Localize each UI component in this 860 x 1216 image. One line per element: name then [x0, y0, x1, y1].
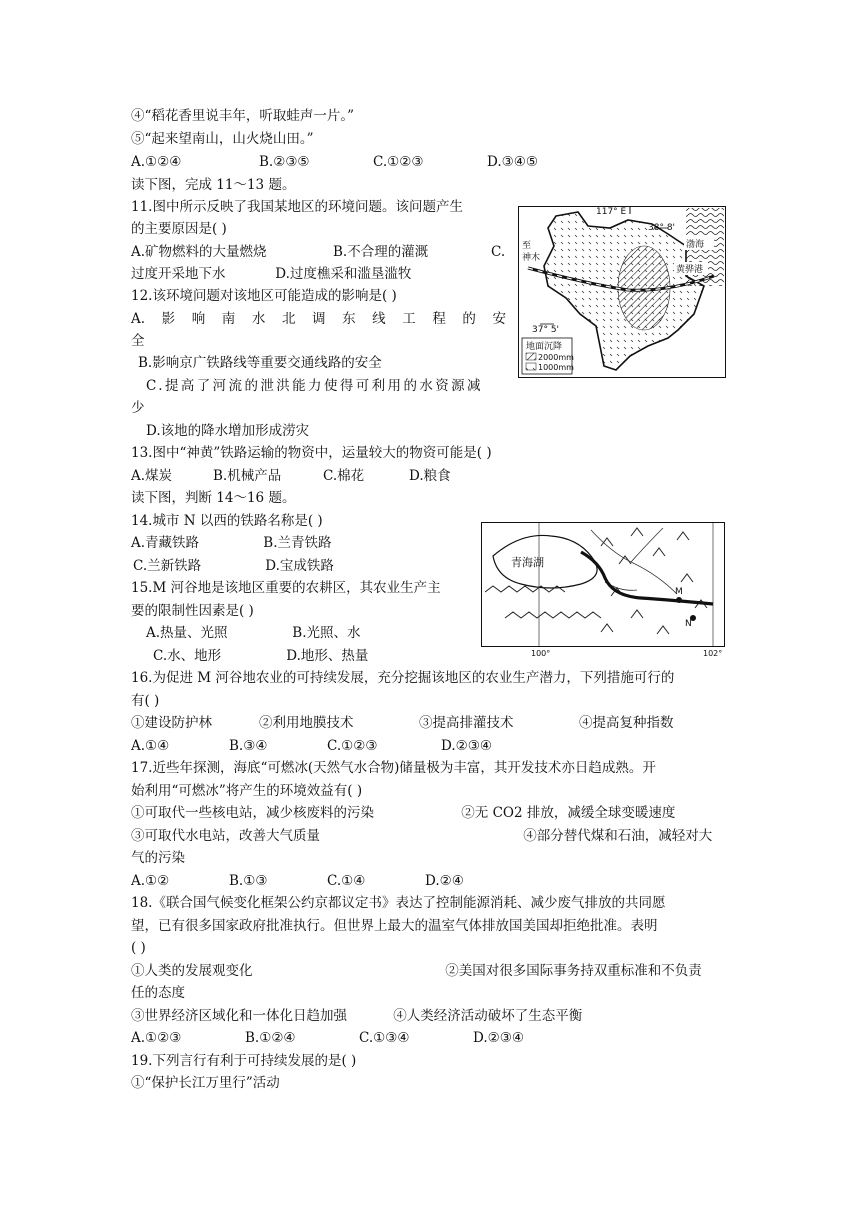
q17-stem-2: 始利用“可燃冰”将产生的环境效益有( )	[131, 783, 363, 799]
q12-option-b: B.影响京广铁路线等重要交通线路的安全	[138, 355, 382, 371]
q12-option-c-wrap: 少	[131, 400, 145, 416]
q18-item-3: ③世界经济区域化和一体化日趋加强	[131, 1008, 347, 1024]
latitude-label-top: 38° 8'	[648, 223, 676, 233]
q14-option-a: A.青藏铁路	[131, 535, 200, 551]
spread-char: 响	[191, 311, 206, 327]
q12-option-c: C.提高了河流的泄洪能力使得可利用的水资源减	[146, 378, 483, 394]
q16-option-b: B.③④	[229, 738, 268, 754]
spread-char: 调	[312, 311, 326, 327]
q10-option-c: C.①②③	[373, 154, 424, 170]
spread-char: 线	[372, 311, 386, 327]
q16-measure-4: ④提高复种指数	[579, 715, 674, 731]
legend-1000: 1000mm	[538, 363, 574, 372]
q18-item-4: ④人类经济活动破坏了生态平衡	[393, 1008, 583, 1024]
subsidence-map	[518, 206, 726, 378]
svg-text:至: 至	[522, 241, 532, 251]
q16-measure-2: ②利用地膜技术	[259, 715, 354, 731]
q14-option-d: D.宝成铁路	[265, 558, 334, 574]
q14-options-row1	[131, 533, 332, 553]
q13-options	[131, 466, 451, 486]
q13-option-c: C.棉花	[323, 468, 365, 484]
spread-char: 东	[342, 311, 356, 327]
q17-items-row1	[131, 803, 675, 823]
q16-option-a: A.①④	[131, 738, 170, 754]
q16-option-c: C.①②③	[327, 738, 378, 754]
q17-option-a: A.①②	[131, 873, 170, 889]
q16-stem-2: 有( )	[131, 693, 160, 709]
q12-option-a	[131, 309, 506, 329]
legend-title: 地面沉降	[526, 342, 563, 352]
spread-char: A.	[131, 311, 146, 327]
q13-option-a: A.煤炭	[131, 468, 173, 484]
q11-stem-2: 的主要原因是( )	[131, 221, 227, 237]
option-line-5: ⑤“起来望南山，山火烧山田。”	[131, 131, 314, 147]
q12-stem: 12.该环境问题对该地区可能造成的影响是( )	[131, 288, 397, 304]
q11-option-a: A.矿物燃料的大量燃烧	[131, 244, 267, 260]
q12-option-d: D.该地的降水增加形成涝灾	[146, 423, 310, 439]
instruction-11-13: 读下图，完成 11～13 题。	[131, 177, 296, 193]
spread-char: 南	[221, 311, 236, 327]
spread-char: 影	[161, 311, 176, 327]
q18-items-row2	[131, 1006, 582, 1026]
longitude-label: 117° E	[596, 207, 627, 217]
port-label: 黄骅港	[676, 265, 704, 275]
q15-stem: 15.M 河谷地是该地区重要的农耕区，其农业生产主	[131, 580, 441, 596]
q10-option-d: D.③④⑤	[487, 154, 538, 170]
q15-option-c: C.水、地形	[153, 648, 222, 664]
q18-option-d: D.②③④	[473, 1030, 524, 1046]
q17-items-row2	[131, 826, 712, 846]
q14-options-row2	[131, 556, 334, 576]
q17-item-3: ③可取代水电站，改善大气质量	[131, 828, 320, 844]
option-line-4: ④“稻花香里说丰年，听取蛙声一片。”	[131, 108, 355, 124]
q18-stem-3: ( )	[131, 940, 146, 956]
city-n-label: N	[685, 619, 692, 629]
q18-options	[131, 1028, 524, 1048]
sea-label: 渤海	[686, 240, 705, 250]
q11-options-row2	[131, 264, 411, 284]
q10-option-a: A.①②④	[131, 154, 182, 170]
q14-stem: 14.城市 N 以西的铁路名称是( )	[131, 513, 323, 529]
spread-char: 安	[492, 311, 506, 327]
q11-options-row1	[131, 242, 506, 262]
q19-stem: 19.下列言行有利于可持续发展的是( )	[131, 1053, 357, 1069]
q15-option-a: A.热量、光照	[146, 625, 228, 641]
q16-measure-1: ①建设防护林	[131, 715, 212, 731]
q17-option-b: B.①③	[229, 873, 268, 889]
spread-char: 工	[402, 311, 416, 327]
q15-options-row1	[146, 623, 361, 643]
longitude-right: 102°	[703, 649, 723, 658]
q14-option-b: B.兰青铁路	[263, 535, 332, 551]
q12-option-a-wrap: 全	[131, 333, 145, 349]
q10-options	[131, 152, 538, 172]
q18-stem: 18.《联合国气候变化框架公约京都议定书》表达了控制能源消耗、减少废气排放的共同愿	[131, 895, 666, 911]
svg-text:神木: 神木	[522, 253, 541, 263]
city-m-marker	[676, 597, 682, 603]
spread-char: 程	[432, 311, 446, 327]
latitude-label-bottom: 37° 5'	[532, 325, 560, 335]
spread-char: 水	[251, 311, 266, 327]
q13-stem: 13.图中“神黄”铁路运输的物资中，运量较大的物资可能是( )	[131, 445, 492, 461]
q11-option-b: B.不合理的灌溉	[333, 244, 429, 260]
q13-option-b: B.机械产品	[213, 468, 282, 484]
q17-option-c: C.①④	[327, 873, 366, 889]
q11-option-d: D.过度樵采和滥垦滥牧	[275, 266, 412, 282]
spread-char: 的	[462, 311, 476, 327]
map-legend	[522, 338, 574, 374]
q17-item-4: ④部分替代煤和石油，减轻对大	[523, 828, 713, 844]
q10-option-b: B.②③⑤	[259, 154, 310, 170]
instruction-14-16: 读下图，判断 14～16 题。	[131, 490, 296, 506]
q18-option-c: C.①③④	[359, 1030, 410, 1046]
q17-item-4-wrap: 气的污染	[131, 850, 185, 866]
lake-label: 青海湖	[511, 556, 544, 569]
longitude-left: 100°	[531, 649, 551, 658]
q11-option-c-text: 过度开采地下水	[131, 266, 226, 282]
q11-stem: 11.图中所示反映了我国某地区的环境问题。该问题产生	[131, 199, 463, 215]
q18-option-a: A.①②③	[131, 1030, 182, 1046]
q17-stem: 17.近些年探测，海底“可燃冰(天然气水合物)储量极为丰富，其开发技术亦日趋成熟。开	[131, 760, 656, 776]
q15-option-b: B.光照、水	[292, 625, 361, 641]
city-m-label: M	[675, 587, 683, 597]
q11-option-c: C.	[491, 244, 506, 260]
q17-item-1: ①可取代一些核电站，减少核废料的污染	[131, 805, 374, 821]
q17-options	[131, 871, 464, 891]
q18-option-b: B.①②④	[245, 1030, 296, 1046]
q18-item-1: ①人类的发展观变化	[131, 963, 253, 979]
legend-2000: 2000mm	[538, 353, 574, 362]
q16-measures	[131, 713, 674, 733]
q18-item-2: ②美国对很多国际事务持双重标准和不负责	[445, 963, 702, 979]
q16-options	[131, 736, 492, 756]
q15-option-d: D.地形、热量	[286, 648, 369, 664]
qinghai-map	[481, 522, 725, 658]
q16-measure-3: ③提高排灌技术	[419, 715, 514, 731]
q16-stem: 16.为促进 M 河谷地农业的可持续发展，充分挖掘该地区的农业生产潜力，下列措施可行的	[131, 670, 675, 686]
q13-option-d: D.粮食	[409, 468, 451, 484]
q18-item-2-wrap: 任的态度	[131, 985, 185, 1001]
q16-option-d: D.②③④	[441, 738, 492, 754]
q14-option-c: C.兰新铁路	[133, 558, 202, 574]
q15-stem-2: 要的限制性因素是( )	[131, 603, 254, 619]
q15-options-row2	[153, 646, 368, 666]
q18-items-row1	[131, 961, 702, 981]
q19-item-1: ①“保护长江万里行”活动	[131, 1075, 280, 1091]
q17-item-2: ②无 CO2 排放，减缓全球变暖速度	[461, 805, 676, 821]
spread-char: 北	[281, 311, 296, 327]
q17-option-d: D.②④	[425, 873, 464, 889]
q18-stem-2: 望，已有很多国家政府批准执行。但世界上最大的温室气体排放国美国却拒绝批准。表明	[131, 918, 658, 934]
